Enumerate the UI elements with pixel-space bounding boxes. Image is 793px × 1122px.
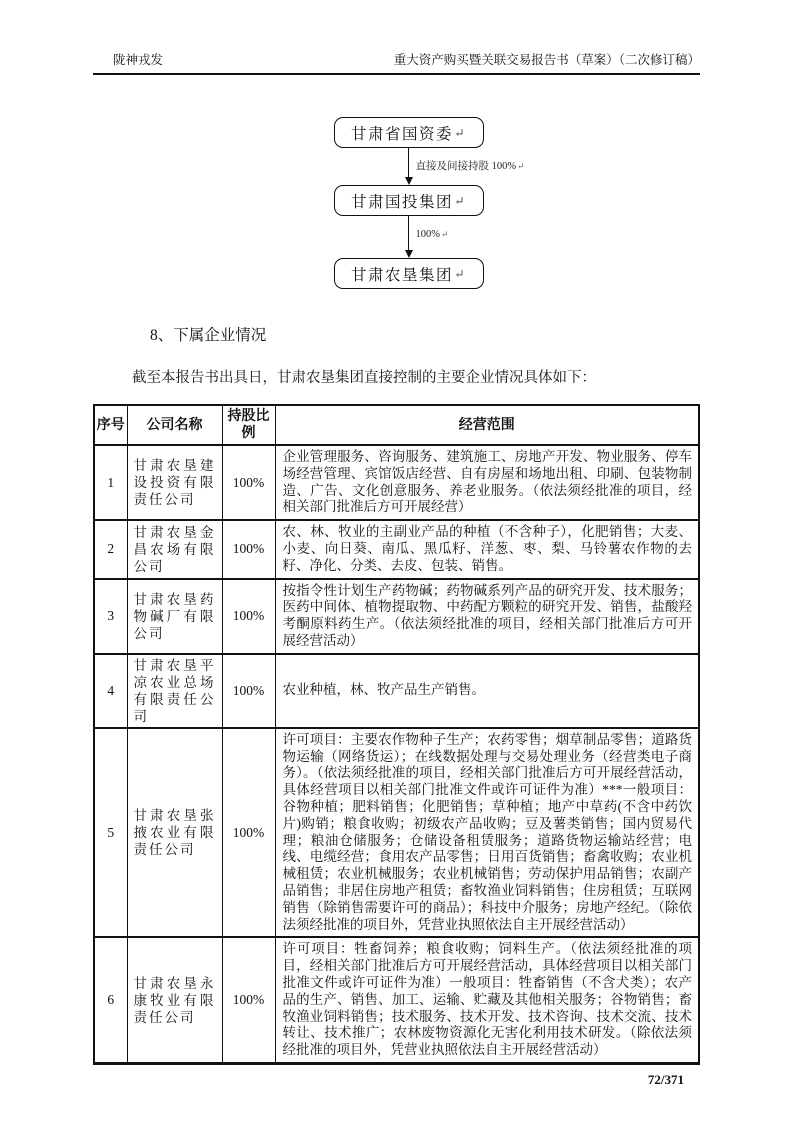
arrow-down-icon (405, 177, 413, 185)
cell-ratio: 100% (222, 520, 275, 578)
running-header (93, 0, 700, 75)
table-row (94, 654, 699, 728)
arrow-line (408, 148, 410, 178)
header-company-short-name: 陇神戎发 (113, 53, 164, 67)
cell-company: 甘肃农垦永康牧业有限责任公司 (127, 937, 222, 1063)
arrow-down-icon (405, 250, 413, 258)
flowchart-node-label: 甘肃省国资委 (351, 125, 454, 143)
cell-no: 4 (94, 654, 127, 728)
cell-scope: 企业管理服务、咨询服务、建筑施工、房地产开发、物业服务、停车场经营管理、宾馆饭店经营、自有房屋和场地出租、印刷、包装物制造、广告、文化创意服务、养老业服务。（依法须经批准的项目，经相关部门批准后方可开展经营） (275, 445, 699, 520)
flowchart-edge-2 (408, 216, 449, 258)
page-number: 72/371 (647, 1071, 684, 1087)
return-mark: ↵ (454, 266, 466, 281)
return-mark: ↵ (517, 162, 525, 171)
col-header-ratio: 持股比例 (222, 405, 275, 445)
flowchart-edge-1 (408, 148, 525, 185)
section-intro-paragraph: 截至本报告书出具日，甘肃农垦集团直接控制的主要企业情况具体如下： (132, 370, 596, 386)
return-mark: ↵ (441, 230, 449, 239)
flowchart-node-label: 甘肃农垦集团 (351, 266, 454, 284)
flowchart-node-gansu-sdic (334, 185, 484, 216)
table-row (94, 445, 699, 520)
table-row (94, 520, 699, 578)
cell-company: 甘肃农垦建设投资有限责任公司 (127, 445, 222, 520)
flowchart-node-label: 甘肃国投集团 (351, 193, 454, 211)
cell-scope: 许可项目：主要农作物种子生产；农药零售；烟草制品零售；道路货物运输（网络货运）；在线数据处理与交易处理业务（经营类电子商务）。（依法须经批准的项目，经相关部门批准后方可开展经营活动，具体经营项目以相关部门批准文件或许可证件为准）***一般项目：谷物种植；肥料销售；化肥销售；草种植；地产中草药(不含中药饮片)购销；粮食收购；初级农产品收购；豆及薯类销售；国内贸易代理；粮油仓储服务；仓储设备租赁服务；道路货物运输站经营；电线、电缆经营；食用农产品零售；日用百货销售；畜禽收购；农业机械租赁；农业机械服务；农业机械销售；劳动保护用品销售；农副产品销售；非居住房地产租赁；畜牧渔业饲料销售；住房租赁；互联网销售（除销售需要许可的商品）；科技中介服务；房地产经纪。（除依法须经批准的项目外，凭营业执照依法自主开展经营活动） (275, 728, 699, 938)
col-header-no: 序号 (94, 405, 127, 445)
cell-no: 1 (94, 445, 127, 520)
table-row (94, 728, 699, 938)
arrow-line (408, 216, 410, 251)
return-mark: ↵ (454, 125, 466, 140)
cell-ratio: 100% (222, 937, 275, 1063)
flowchart-node-gansu-nongken (334, 258, 484, 289)
cell-company: 甘肃农垦药物碱厂有限公司 (127, 579, 222, 654)
cell-scope: 农业种植，林、牧产品生产销售。 (275, 654, 699, 728)
cell-no: 5 (94, 728, 127, 938)
cell-scope: 按指令性计划生产药物碱；药物碱系列产品的研究开发、技术服务；医药中间体、植物提取物、中药配方颗粒的研究开发、销售，盐酸羟考酮原料药生产。（依法须经批准的项目，经相关部门批准后方可开展经营活动） (275, 579, 699, 654)
flowchart-node-sasac (334, 117, 484, 148)
cell-ratio: 100% (222, 445, 275, 520)
table-header-row (94, 405, 699, 445)
subsidiaries-table (93, 404, 700, 1065)
return-mark: ↵ (454, 193, 466, 208)
cell-scope: 许可项目：牲畜饲养；粮食收购；饲料生产。（依法须经批准的项目，经相关部门批准后方可开展经营活动，具体经营项目以相关部门批准文件或许可证件为准）一般项目：牲畜销售（不含犬类）；农产品的生产、销售、加工、运输、贮藏及其他相关服务；谷物销售；畜牧渔业饲料销售；技术服务、技术开发、技术咨询、技术交流、技术转让、技术推广；农林废物资源化无害化利用技术研发。（除依法须经批准的项目外，凭营业执照依法自主开展经营活动） (275, 937, 699, 1063)
table-row (94, 579, 699, 654)
cell-company: 甘肃农垦金昌农场有限公司 (127, 520, 222, 578)
header-document-title: 重大资产购买暨关联交易报告书（草案）（二次修订稿） (393, 53, 700, 67)
cell-no: 6 (94, 937, 127, 1063)
page-content (93, 0, 700, 1088)
cell-ratio: 100% (222, 579, 275, 654)
section-heading: 8、下属企业情况 (150, 327, 267, 344)
cell-no: 3 (94, 579, 127, 654)
cell-ratio: 100% (222, 654, 275, 728)
cell-no: 2 (94, 520, 127, 578)
ownership-flowchart (105, 117, 712, 289)
cell-ratio: 100% (222, 728, 275, 938)
cell-scope: 农、林、牧业的主副业产品的种植（不含种子），化肥销售；大麦、小麦、向日葵、南瓜、黑瓜籽、洋葱、枣、梨、马铃薯农作物的去籽、净化、分类、去皮、包装、销售。 (275, 520, 699, 578)
cell-company: 甘肃农垦张掖农业有限责任公司 (127, 728, 222, 938)
col-header-scope: 经营范围 (275, 405, 699, 445)
table-row (94, 937, 699, 1063)
flowchart-edge-2-label: 100%↵ (415, 229, 449, 240)
col-header-company: 公司名称 (127, 405, 222, 445)
cell-company: 甘肃农垦平凉农业总场有限责任公司 (127, 654, 222, 728)
flowchart-edge-1-label: 直接及间接持股 100%↵ (415, 161, 525, 172)
